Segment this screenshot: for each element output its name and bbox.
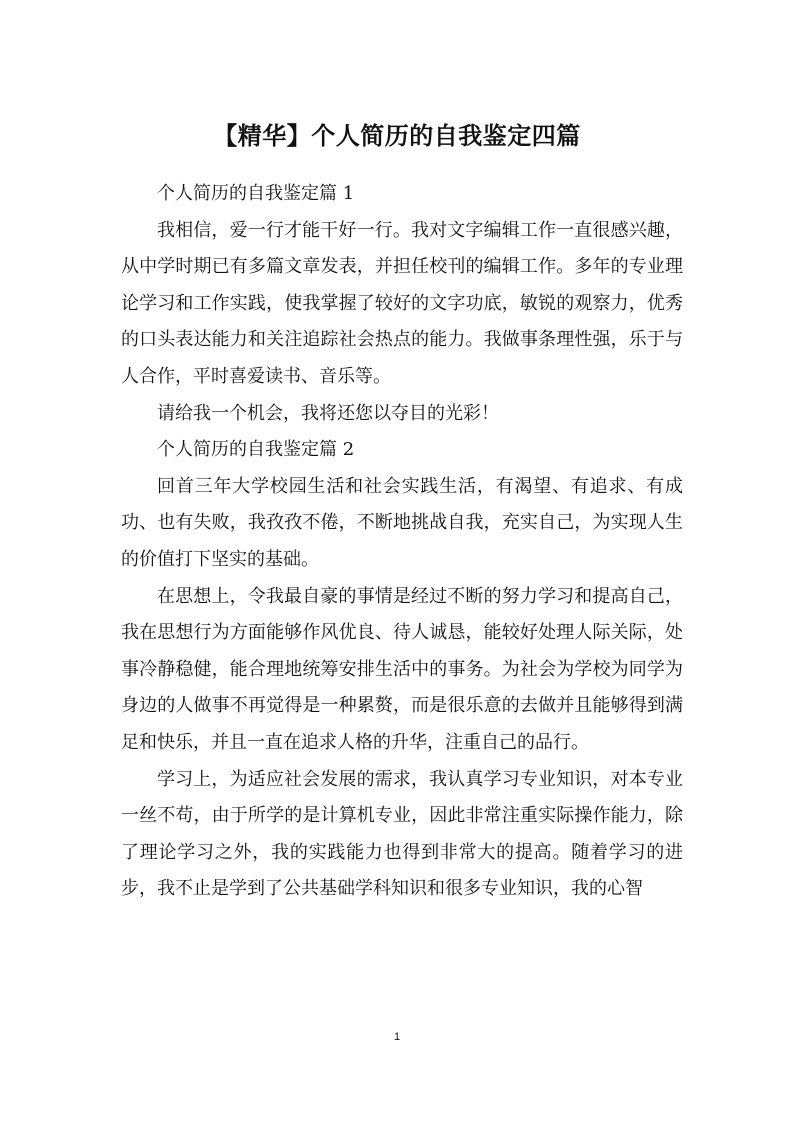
body-paragraph: 请给我一个机会，我将还您以夺目的光彩！ <box>157 402 499 424</box>
section-heading: 个人简历的自我鉴定篇 1 <box>157 183 355 204</box>
body-paragraph: 在思想上，令我最自豪的事情是经过不断的努力学习和提高自己，我在思想行为方面能够作风优良、待人诚恳，能较好处理人际关际，处事冷静稳健，能合理地统筹安排生活中的事务。为社会为学校为同学为身边的人做事不再觉得是一种累赘，而是很乐意的去做并且能够得到满足和快乐，并且一直在追求人格的升华，注重自己的品行。 <box>121 585 683 753</box>
body-paragraph: 学习上，为适应社会发展的需求，我认真学习专业知识，对本专业一丝不苟，由于所学的是计算机专业，因此非常注重实际操作能力，除了理论学习之外，我的实践能力也得到非常大的提高。随着学习的进步，我不止是学到了公共基础学科知识和很多专业知识，我的心智 <box>121 768 683 900</box>
body-paragraph: 回首三年大学校园生活和社会实践生活，有渴望、有追求、有成功、也有失败，我孜孜不倦，不断地挑战自我，充实自己，为实现人生的价值打下坚实的基础。 <box>121 475 683 570</box>
body-paragraph: 我相信，爱一行才能干好一行。我对文字编辑工作一直很感兴趣，从中学时期已有多篇文章发表，并担任校刊的编辑工作。多年的专业理论学习和工作实践，使我掌握了较好的文字功底，敏锐的观察力，优秀的口头表达能力和关注追踪社会热点的能力。我做事条理性强，乐于与人合作，平时喜爱读书、音乐等。 <box>121 219 683 387</box>
page-number: 1 <box>393 1031 401 1043</box>
document-title: 【精华】个人简历的自我鉴定四篇 <box>213 122 581 150</box>
document-body <box>121 176 683 908</box>
section-heading: 个人简历的自我鉴定篇 2 <box>157 439 355 461</box>
